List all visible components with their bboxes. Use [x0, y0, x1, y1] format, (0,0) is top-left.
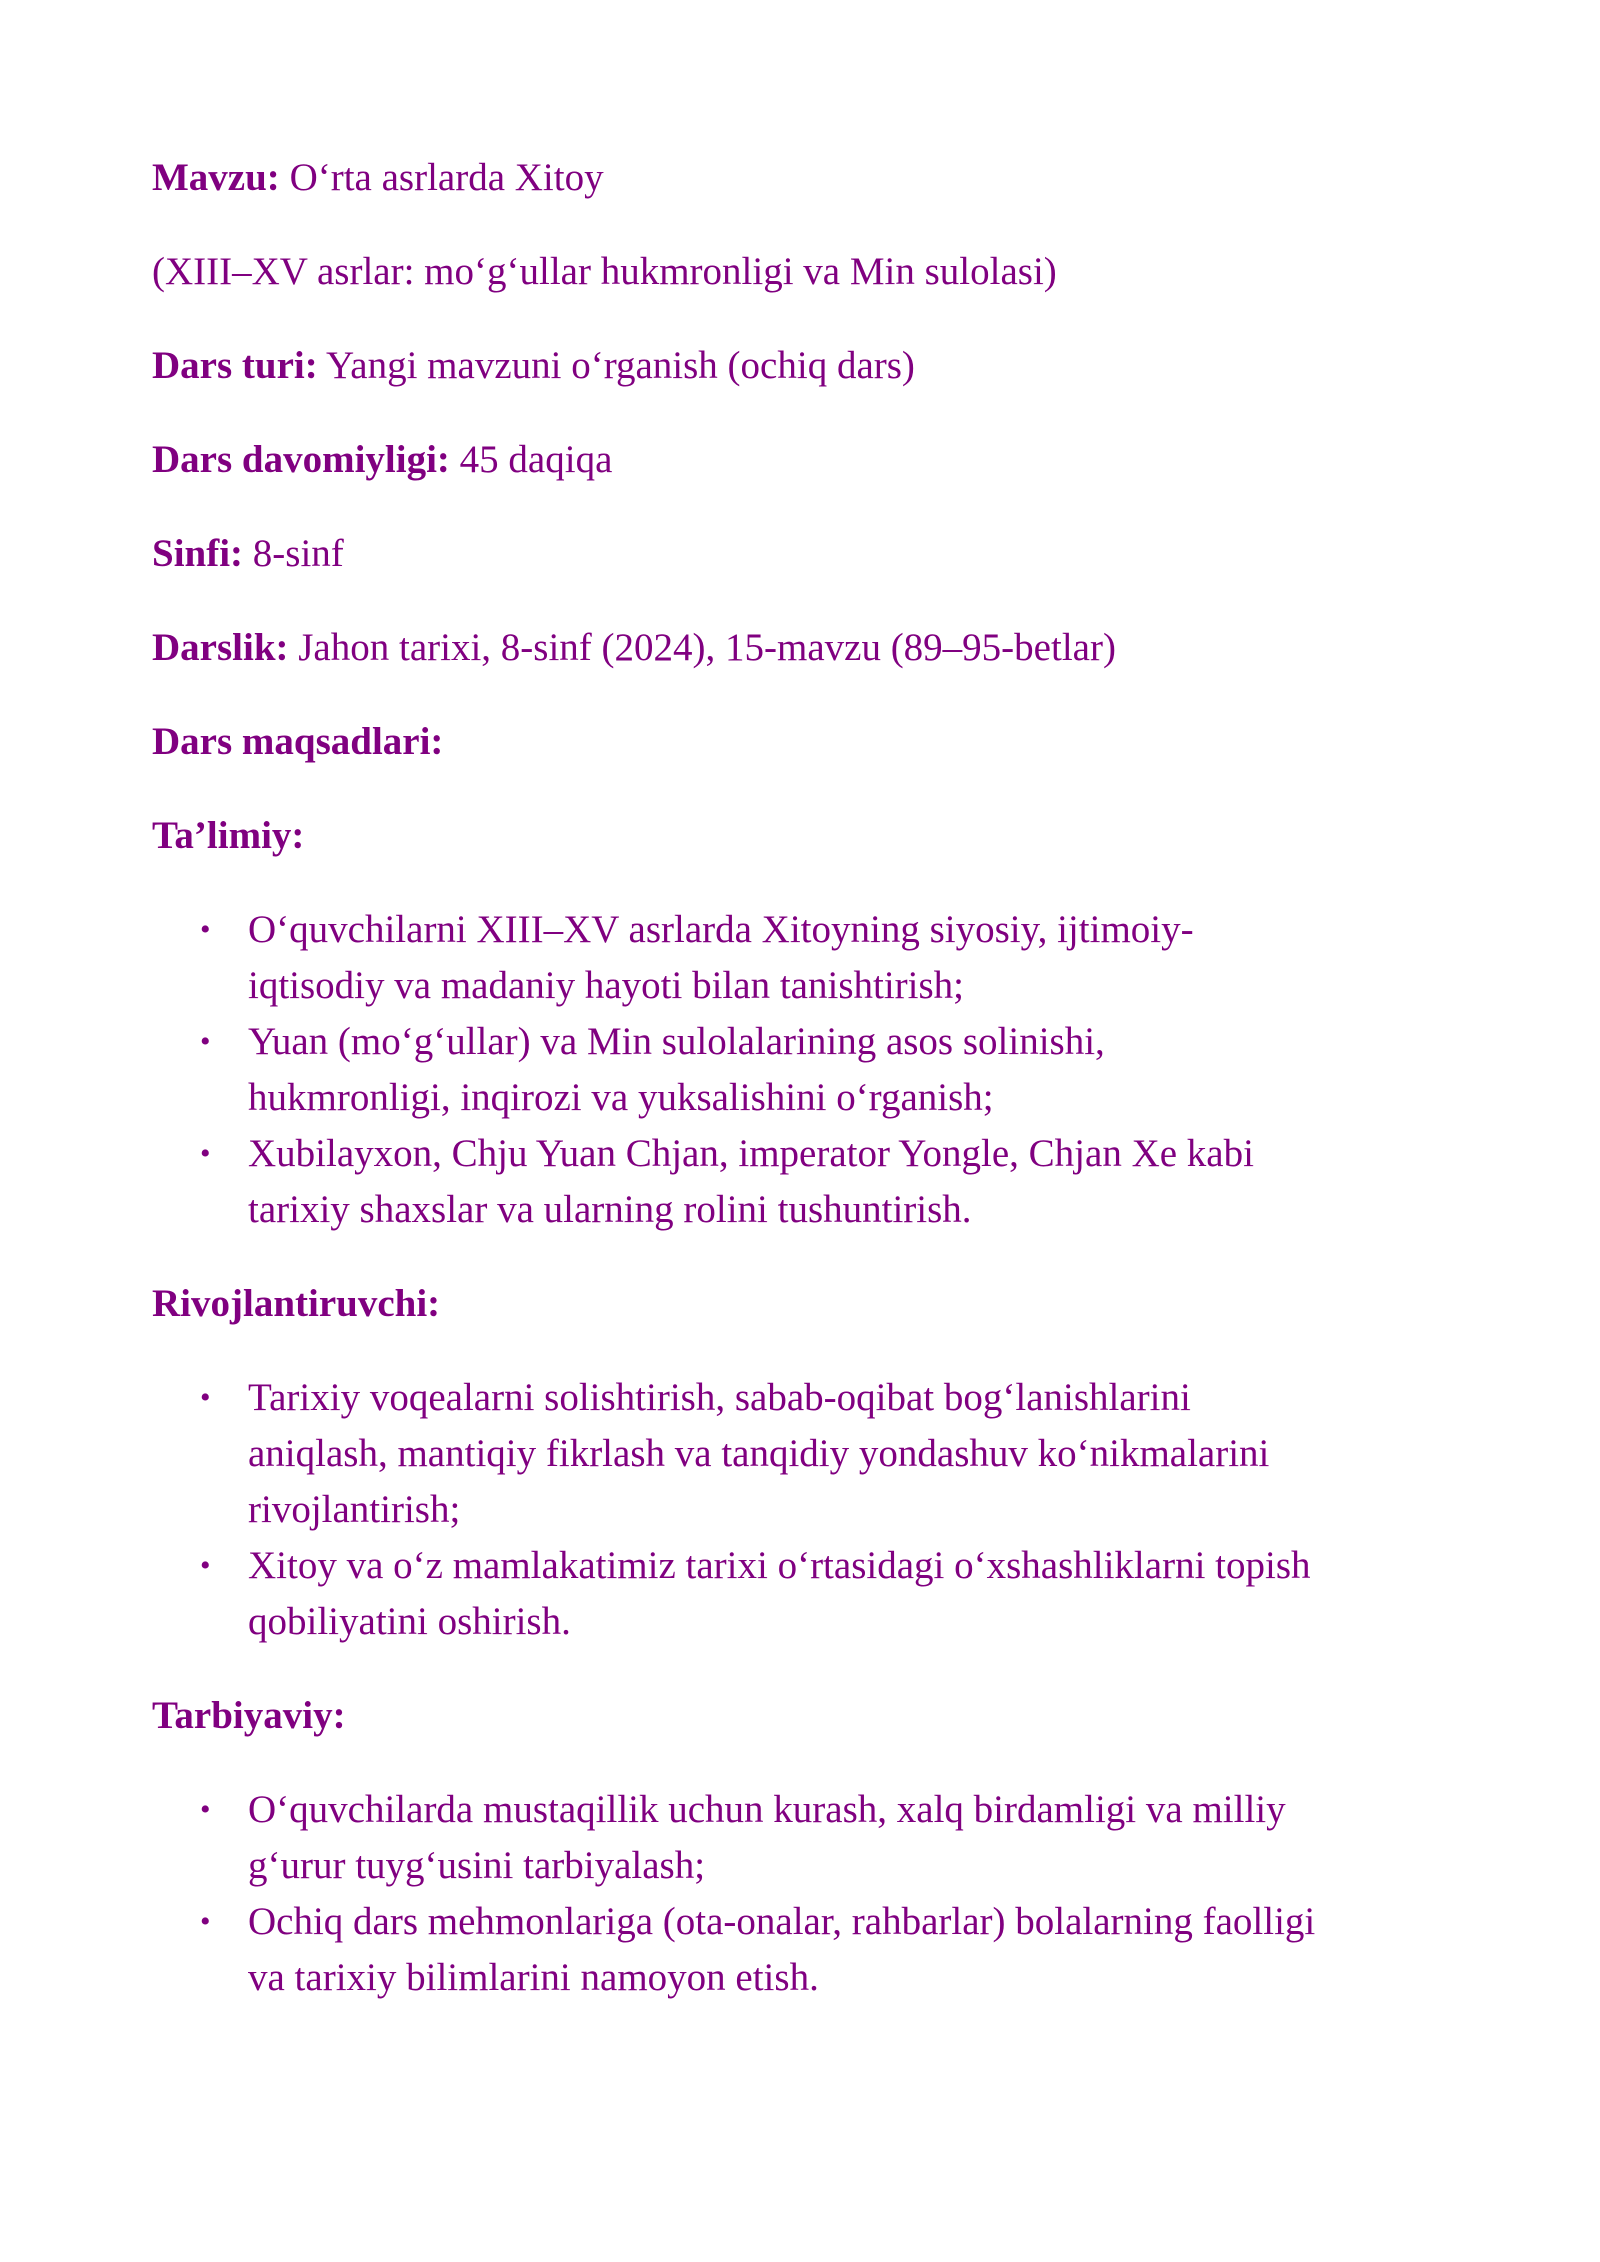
bullet-list-developmental [152, 1370, 1462, 1650]
bullet-icon: • [200, 1549, 211, 1582]
field-value: Jahon tarixi, 8-sinf (2024), 15-mavzu (89–95-betlar) [288, 626, 1116, 669]
list-item-line: Yuan (mo‘g‘ullar) va Min sulolalarining asos solinishi, [248, 1020, 1105, 1063]
list-item [152, 1014, 1462, 1126]
list-item-line: Xitoy va o‘z mamlakatimiz tarixi o‘rtasidagi o‘xshashliklarni topish [248, 1544, 1311, 1587]
list-item [152, 1894, 1462, 2006]
document-page [152, 150, 1462, 2044]
list-item-line: Ochiq dars mehmonlariga (ota-onalar, rahbarlar) bolalarning faolligi [248, 1900, 1316, 1943]
field-topic [152, 150, 1462, 206]
field-duration [152, 432, 1462, 488]
section-heading-educational: Ta’limiy: [152, 814, 305, 857]
field-textbook [152, 620, 1462, 676]
field-label: Mavzu: [152, 156, 280, 199]
list-item-line: tarixiy shaxslar va ularning rolini tushuntirish. [248, 1188, 972, 1231]
list-item [152, 1370, 1462, 1538]
list-item-line: aniqlash, mantiqiy fikrlash va tanqidiy yondashuv ko‘nikmalarini [248, 1432, 1270, 1475]
bullet-list-upbringing [152, 1782, 1462, 2006]
bullet-icon: • [200, 1381, 211, 1414]
list-item [152, 1538, 1462, 1650]
list-item [152, 1126, 1462, 1238]
list-item-line: O‘quvchilarni XIII–XV asrlarda Xitoyning siyosiy, ijtimoiy- [248, 908, 1194, 951]
field-value: 45 daqiqa [449, 438, 613, 481]
bullet-icon: • [200, 1137, 211, 1170]
field-label: Sinfi: [152, 532, 244, 575]
list-item-line: rivojlantirish; [248, 1488, 461, 1531]
bullet-icon: • [200, 913, 211, 946]
bullet-list-educational [152, 902, 1462, 1238]
field-value: Yangi mavzuni o‘rganish (ochiq dars) [317, 344, 915, 387]
field-subtitle [152, 244, 1462, 300]
list-item-line: iqtisodiy va madaniy hayoti bilan tanishtirish; [248, 964, 964, 1007]
list-item-line: va tarixiy bilimlarini namoyon etish. [248, 1956, 819, 1999]
section-heading-upbringing: Tarbiyaviy: [152, 1694, 346, 1737]
field-label: Dars turi: [152, 344, 318, 387]
list-item-line: hukmronligi, inqirozi va yuksalishini o‘rganish; [248, 1076, 994, 1119]
field-value: (XIII–XV asrlar: mo‘g‘ullar hukmronligi va Min sulolasi) [152, 250, 1057, 293]
list-item-line: g‘urur tuyg‘usini tarbiyalash; [248, 1844, 706, 1887]
section-heading-developmental: Rivojlantiruvchi: [152, 1282, 441, 1325]
list-item [152, 902, 1462, 1014]
field-lesson-type [152, 338, 1462, 394]
field-grade [152, 526, 1462, 582]
bullet-icon: • [200, 1793, 211, 1826]
list-item-line: O‘quvchilarda mustaqillik uchun kurash, xalq birdamligi va milliy [248, 1788, 1286, 1831]
field-label: Darslik: [152, 626, 289, 669]
bullet-icon: • [200, 1905, 211, 1938]
goals-heading: Dars maqsadlari: [152, 720, 444, 763]
list-item [152, 1782, 1462, 1894]
field-label: Dars davomiyligi: [152, 438, 450, 481]
field-value: 8-sinf [243, 532, 344, 575]
bullet-icon: • [200, 1025, 211, 1058]
list-item-line: Xubilayxon, Chju Yuan Chjan, imperator Yongle, Chjan Xe kabi [248, 1132, 1254, 1175]
list-item-line: qobiliyatini oshirish. [248, 1600, 571, 1643]
field-value: O‘rta asrlarda Xitoy [279, 156, 604, 199]
list-item-line: Tarixiy voqealarni solishtirish, sabab-oqibat bog‘lanishlarini [248, 1376, 1191, 1419]
